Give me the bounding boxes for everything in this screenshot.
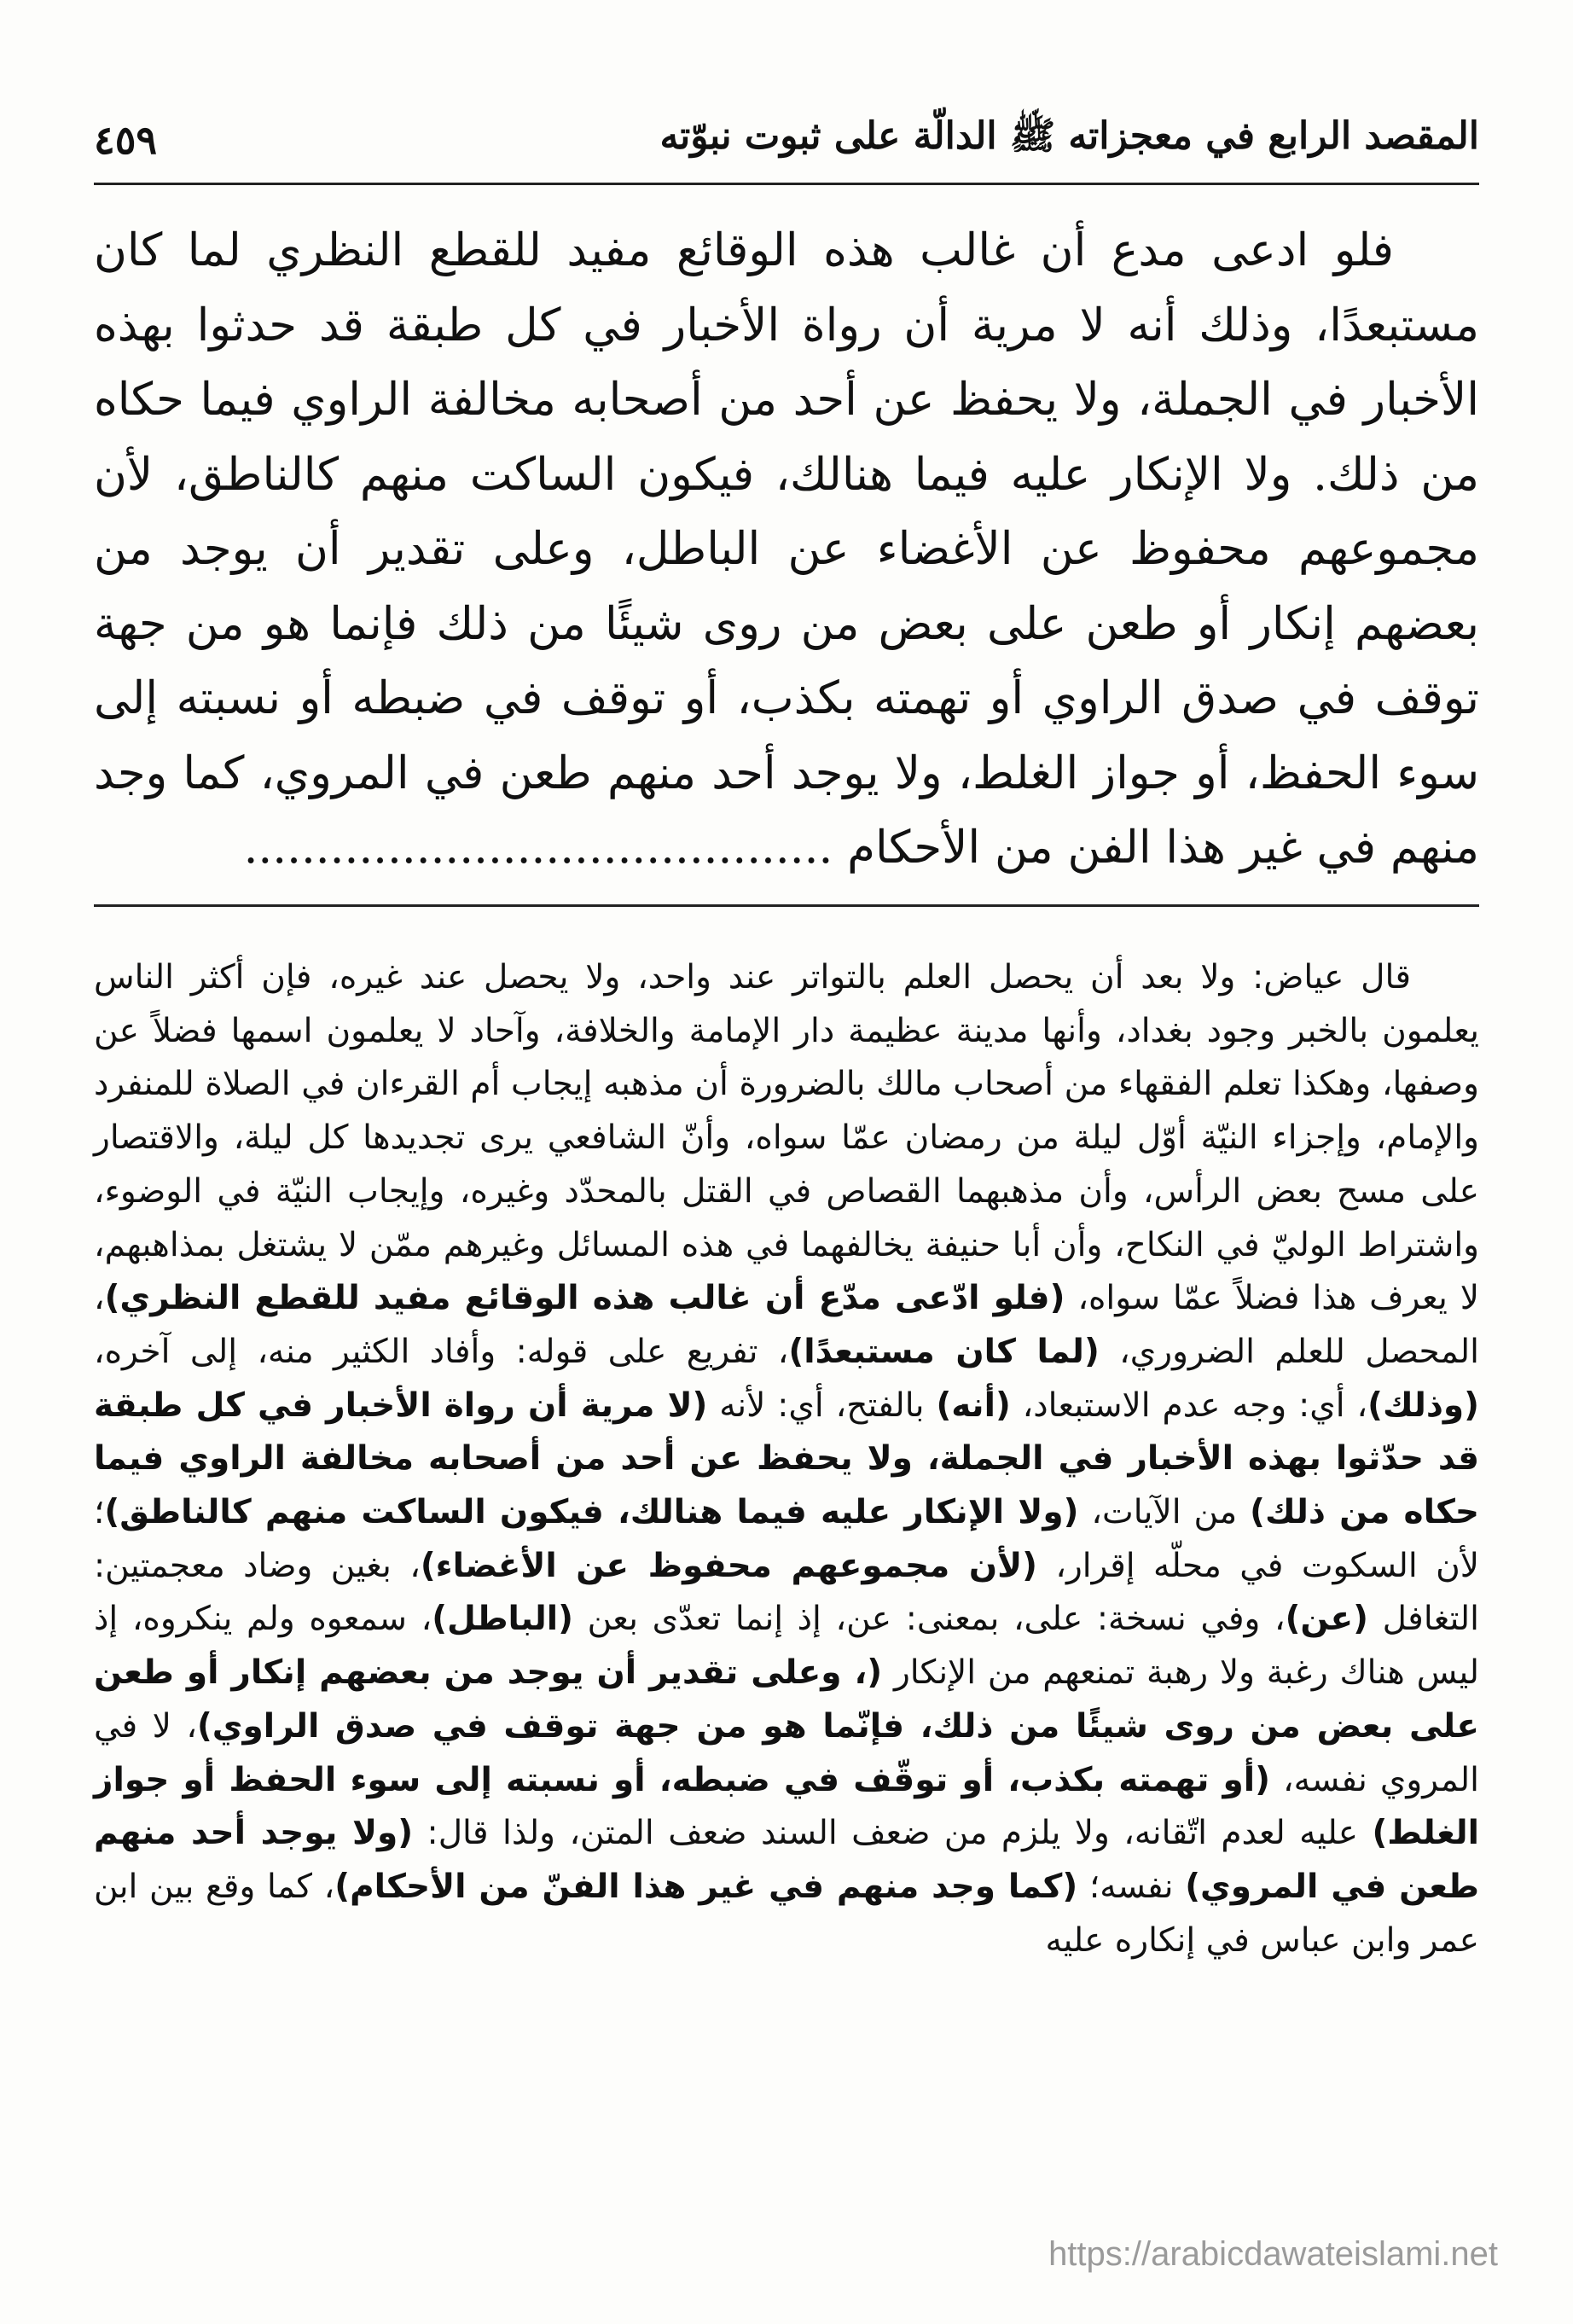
commentary-span: ، لا في المروي نفسه، — [94, 1706, 1480, 1799]
commentary-span: ، بغين وضاد معجمتين: التغافل — [94, 1546, 1480, 1639]
commentary-span: ؛ لأن السكوت في محلّه إقرار، — [94, 1493, 1479, 1585]
header-rule — [94, 183, 1479, 185]
quoted-matn: (وذلك) — [1367, 1386, 1479, 1425]
commentary-span: ، المحصل للعلم الضروري، — [94, 1279, 1479, 1371]
quoted-matn: (لا مرية أن رواة الأخبار في كل طبقة قد حدّثوا بهذه الأخبار في الجملة، ولا يحفظ عن أحد من أصحابه مخالفة الراوي فيما حكاه من ذلك) — [94, 1386, 1480, 1532]
commentary-span: ، تفريع على قوله: وأفاد الكثير منه، إلى آخره، — [94, 1332, 789, 1371]
commentary-text — [94, 951, 1479, 2184]
watermark-url: https://arabicdawateislami.net — [1048, 2235, 1498, 2273]
main-text — [94, 213, 1479, 896]
commentary-span: ، وفي نسخة: على، بمعنى: عن، إذ إنما تعدّى بعن — [572, 1600, 1286, 1639]
quoted-matn: (ولا يوجد أحد منهم طعن في المروي) — [94, 1814, 1479, 1906]
quoted-matn: (لأن مجموعهم محفوظ عن الأغضاء) — [420, 1546, 1037, 1585]
page-header — [94, 101, 1479, 179]
main-paragraph — [94, 213, 1479, 886]
commentary-span: ، كما وقع بين ابن عمر وابن عباس في إنكاره عليه — [94, 1867, 1479, 1960]
quoted-matn: (أو تهمته بكذب، أو توقّف في ضبطه، أو نسبته إلى سوء الحفظ أو جواز الغلط) — [94, 1760, 1479, 1853]
quoted-matn: (ولا الإنكار عليه فيما هنالك، فيكون الساكت منهم كالناطق) — [104, 1493, 1079, 1532]
quoted-matn: (، وعلى تقدير أن يوجد من بعضهم إنكار أو طعن على بعض من روى شيئًا من ذلك، فإنّما هو من جهة توقف في صدق الراوي) — [94, 1653, 1479, 1746]
quoted-matn: (فلو ادّعى مدّع أن غالب هذه الوقائع مفيد للقطع النظري) — [104, 1279, 1065, 1318]
quoted-matn: (الباطل) — [432, 1600, 573, 1639]
quoted-matn: (أنه) — [936, 1386, 1011, 1425]
quoted-matn: (كما وجد منهم في غير هذا الفنّ من الأحكام) — [334, 1867, 1078, 1906]
commentary-span: قال عياض: ولا بعد أن يحصل العلم بالتواتر عند واحد، ولا يحصل عند غيره، فإن أكثر الناس يعلمون بالخبر وجود بغداد، وأنها مدينة عظيمة دار الإمامة والخلافة، وآحاد لا يعلمون اسمها فضلاً عن وصفها، وهكذا تعلم الفقهاء من أصحاب مالك بالضرورة أن مذهبه إيجاب أم القرءان في الصلاة للمنفرد والإمام، وإجزاء النيّة أوّل ليلة من رمضان عمّا سواه، وأنّ الشافعي يرى تجديدها كل ليلة، والاقتصار على مسح بعض الرأس، وأن مذهبهما القصاص في القتل بالمحدّد وغيره، وإيجاب النيّة في الوضوء، واشتراط الوليّ في النكاح، وأن أبا حنيفة يخالفهما في هذه المسائل وغيرهم ممّن لا يشتغل بمذاهبهم، لا يعرف هذا فضلاً عمّا سواه، — [94, 958, 1479, 1318]
commentary-span: ، أي: وجه عدم الاستبعاد، — [1010, 1386, 1368, 1425]
separator-rule — [94, 904, 1479, 907]
commentary-span: عليه لعدم اتّقانه، ولا يلزم من ضعف السند ضعف المتن، ولذا قال: — [413, 1814, 1373, 1853]
ellipsis-dots: ......................................... — [243, 822, 833, 874]
main-body: فلو ادعى مدع أن غالب هذه الوقائع مفيد للقطع النظري لما كان مستبعدًا، وذلك أنه لا مرية أن رواة الأخبار في كل طبقة قد حدثوا بهذه الأخبار في الجملة، ولا يحفظ عن أحد من أصحابه مخالفة الراوي فيما حكاه من ذلك. ولا الإنكار عليه فيما هنالك، فيكون الساكت منهم كالناطق، لأن مجموعهم محفوظ عن الأغضاء عن الباطل، وعلى تقدير أن يوجد من بعضهم إنكار أو طعن على بعض من روى شيئًا من ذلك فإنما هو من جهة توقف في صدق الراوي أو تهمته بكذب، أو توقف في ضبطه أو نسبته إلى سوء الحفظ، أو جواز الغلط، ولا يوجد أحد منهم طعن في المروي، كما وجد منهم في غير هذا الفن من الأحكام — [94, 224, 1479, 874]
commentary-span: من الآيات، — [1078, 1493, 1251, 1532]
quoted-matn: (لما كان مستبعدًا) — [788, 1332, 1100, 1371]
running-title: المقصد الرابع في معجزاته ﷺ الدالّة على ثبوت نبوّته — [659, 114, 1479, 158]
quoted-matn: (عن) — [1285, 1600, 1368, 1639]
page-number: ٤٥٩ — [94, 117, 158, 163]
commentary-paragraph — [94, 951, 1479, 1967]
commentary-span: ، سمعوه ولم ينكروه، إذ ليس هناك رغبة ولا رهبة تمنعهم من الإنكار — [94, 1600, 1479, 1693]
commentary-span: بالفتح، أي: لأنه — [707, 1386, 937, 1425]
commentary-span: نفسه؛ — [1077, 1867, 1186, 1906]
